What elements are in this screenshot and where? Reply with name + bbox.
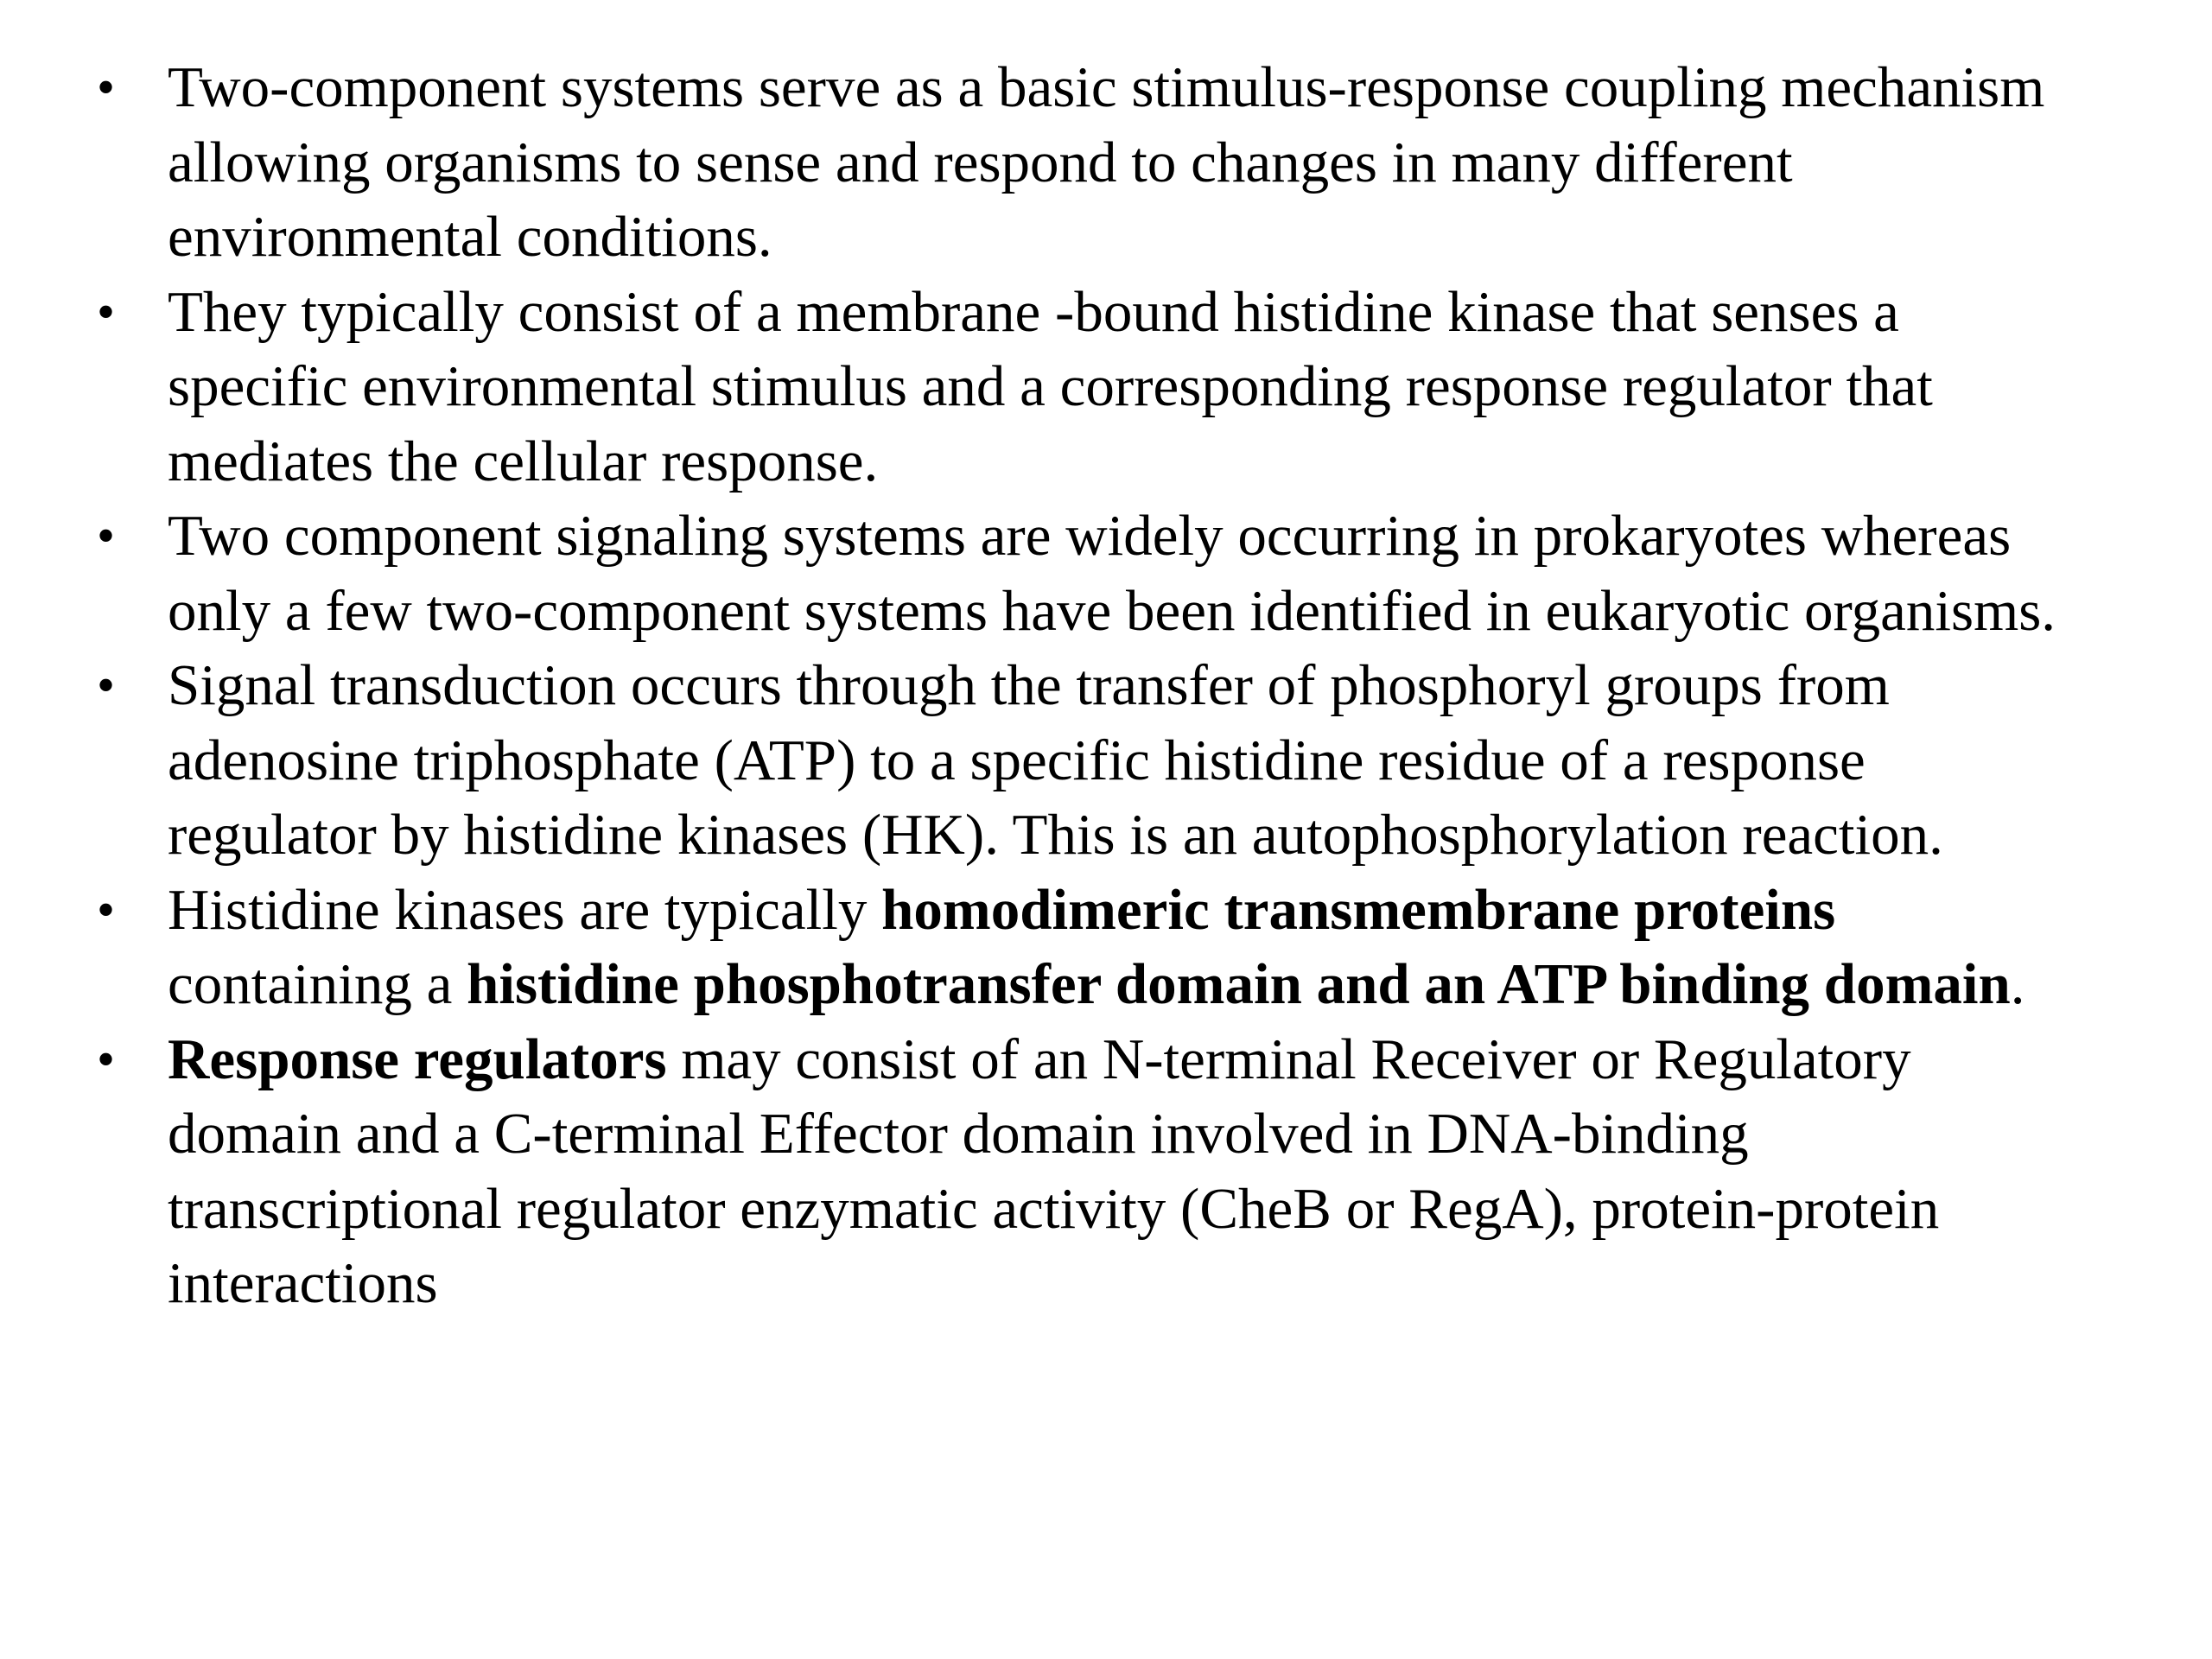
bullet-icon: • xyxy=(97,283,116,340)
text-segment: may consist of an N-terminal Receiver or Regulatory domain and a C-terminal Effector domain involved in DNA-binding transcriptional regulator enzymatic activity (CheB or RegA), protein-protein interactions xyxy=(168,1027,1940,1315)
bullet-item xyxy=(86,1022,2074,1321)
bullet-list xyxy=(86,50,2074,1321)
text-segment: They typically consist of a membrane -bound histidine kinase that senses a specific environmental stimulus and a corresponding response regulator that mediates the cellular response. xyxy=(168,279,1933,493)
text-segment: Histidine kinases are typically xyxy=(168,877,882,942)
text-segment: Two-component systems serve as a basic stimulus-response coupling mechanism allowing organisms to sense and respond to changes in many different environmental conditions. xyxy=(168,55,2045,269)
bullet-item xyxy=(86,50,2074,275)
bullet-icon: • xyxy=(97,657,116,714)
bold-text-segment: homodimeric transmembrane proteins xyxy=(881,877,1836,942)
bullet-item xyxy=(86,275,2074,499)
bullet-icon: • xyxy=(97,59,116,116)
text-segment: Two component signaling systems are widely occurring in prokaryotes whereas only a few two-component systems have been identified in eukaryotic organisms. xyxy=(168,504,2056,643)
bullet-item xyxy=(86,873,2074,1022)
bullet-text xyxy=(168,499,2074,648)
bullet-text xyxy=(168,50,2074,275)
bold-text-segment: histidine phosphotransfer domain and an ATP binding domain xyxy=(467,952,2011,1016)
bullet-icon: • xyxy=(97,880,116,938)
bullet-text xyxy=(168,1022,2074,1321)
text-segment: containing a xyxy=(168,952,467,1016)
bold-text-segment: Response regulators xyxy=(168,1027,667,1091)
bullet-text xyxy=(168,275,2074,499)
text-segment: . xyxy=(2010,952,2025,1016)
bullet-text xyxy=(168,873,2074,1022)
bullet-icon: • xyxy=(97,1030,116,1088)
text-segment: Signal transduction occurs through the transfer of phosphoryl groups from adenosine triphosphate (ATP) to a specific histidine residue of a response regulator by histidine kinases (HK). This is an autophosphorylation reaction. xyxy=(168,653,1943,867)
bullet-text xyxy=(168,648,2074,873)
bullet-item xyxy=(86,648,2074,873)
bullet-icon: • xyxy=(97,507,116,564)
bullet-item xyxy=(86,499,2074,648)
